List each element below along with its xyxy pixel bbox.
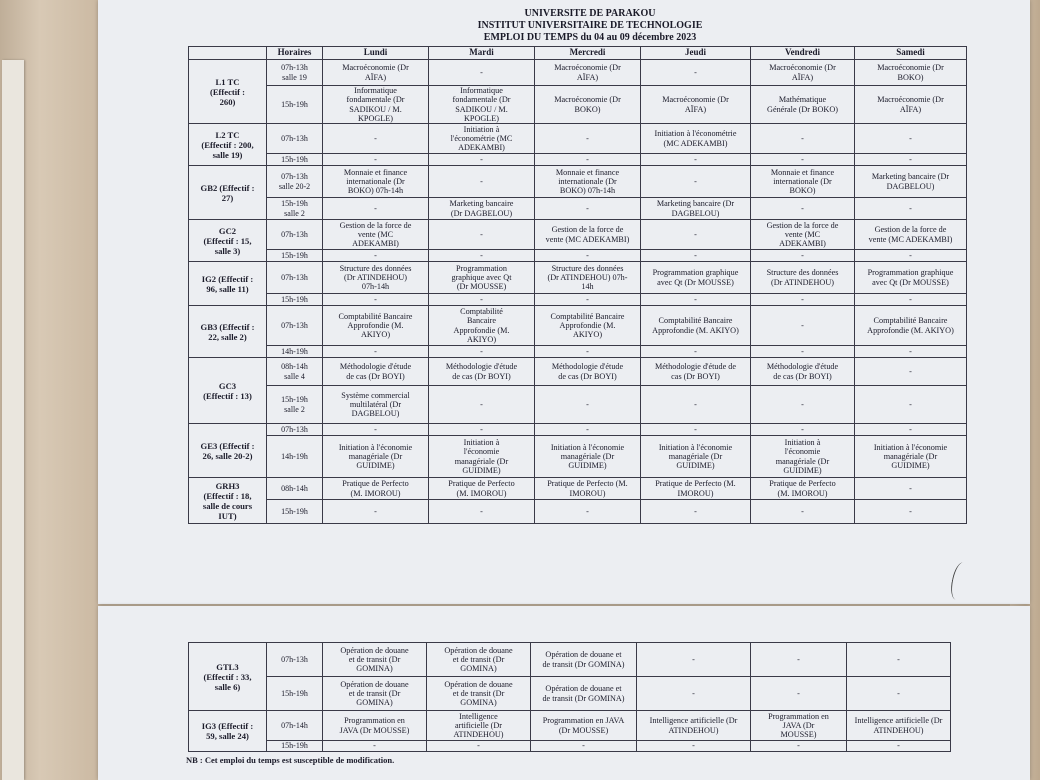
course-cell: Opération de douane et de transit (Dr GOMINA)	[531, 677, 637, 711]
course-cell: Pratique de Perfecto (M. IMOROU)	[323, 478, 429, 500]
course-cell: -	[855, 294, 967, 306]
timetable-row	[189, 250, 967, 262]
timetable-row	[189, 294, 967, 306]
course-cell: Programmation en JAVA (Dr MOUSSE)	[531, 711, 637, 741]
course-cell: Monnaie et finance internationale (Dr BOKO)	[751, 166, 855, 198]
time-slot-cell: 15h-19h	[267, 294, 323, 306]
class-group-cell: IG2 (Effectif : 96, salle 11)	[189, 262, 267, 306]
course-cell: -	[637, 677, 751, 711]
course-cell: Marketing bancaire (Dr DAGBELOU)	[429, 198, 535, 220]
time-slot-cell: 08h-14h	[267, 478, 323, 500]
course-cell: -	[751, 198, 855, 220]
course-cell: Pratique de Perfecto (M. IMOROU)	[429, 478, 535, 500]
time-slot-cell: 07h-13h	[267, 306, 323, 346]
timetable-row	[189, 166, 967, 198]
class-group-cell: L1 TC (Effectif : 260)	[189, 60, 267, 124]
course-cell: -	[751, 294, 855, 306]
course-cell: Méthodologie d'étude de cas (Dr BOYI)	[535, 358, 641, 386]
timetable-row	[189, 346, 967, 358]
course-cell: Structure des données (Dr ATINDEHOU) 07h- 14h	[535, 262, 641, 294]
timetable-row	[189, 124, 967, 154]
course-cell: -	[535, 154, 641, 166]
course-cell: Gestion de la force de vente (MC ADEKAMBI)	[535, 220, 641, 250]
timetable-continuation-body	[189, 643, 951, 752]
course-cell: -	[641, 166, 751, 198]
timetable-row	[189, 358, 967, 386]
time-slot-cell: 15h-19h salle 2	[267, 198, 323, 220]
course-cell: -	[855, 358, 967, 386]
course-cell: -	[429, 220, 535, 250]
course-cell: -	[429, 60, 535, 86]
course-cell: -	[323, 124, 429, 154]
timetable-row	[189, 60, 967, 86]
course-cell: Opération de douane et de transit (Dr GOMINA)	[427, 677, 531, 711]
time-slot-cell: 15h-19h	[267, 741, 323, 752]
course-cell: Comptabilité Bancaire Approfondie (M. AKIYO)	[641, 306, 751, 346]
course-cell: -	[429, 424, 535, 436]
time-slot-cell: 15h-19h	[267, 250, 323, 262]
time-slot-cell: 15h-19h	[267, 86, 323, 124]
timetable-row	[189, 741, 951, 752]
course-cell: -	[855, 424, 967, 436]
course-cell: -	[429, 166, 535, 198]
course-cell: -	[637, 741, 751, 752]
course-cell: -	[751, 124, 855, 154]
course-cell: Initiation à l'économie managériale (Dr GUIDIME)	[751, 436, 855, 478]
course-cell: -	[323, 154, 429, 166]
course-cell: Initiation à l'économie managériale (Dr GUIDIME)	[855, 436, 967, 478]
course-cell: -	[751, 346, 855, 358]
course-cell: -	[751, 677, 847, 711]
class-column-header	[189, 47, 267, 60]
mercredi-column-header: Mercredi	[535, 47, 641, 60]
course-cell: Intelligence artificielle (Dr ATINDEHOU)	[637, 711, 751, 741]
course-cell: -	[641, 60, 751, 86]
course-cell: Programmation graphique avec Qt (Dr MOUSSE)	[429, 262, 535, 294]
course-cell: -	[751, 500, 855, 524]
course-cell: -	[855, 250, 967, 262]
course-cell: -	[855, 124, 967, 154]
course-cell: -	[641, 250, 751, 262]
timetable-main	[188, 46, 967, 524]
course-cell: Macroéconomie (Dr AÏFA)	[855, 86, 967, 124]
time-slot-cell: 07h-13h	[267, 124, 323, 154]
course-cell: Opération de douane et de transit (Dr GOMINA)	[531, 643, 637, 677]
course-cell: Comptabilité Bancaire Approfondie (M. AKIYO)	[535, 306, 641, 346]
course-cell: -	[855, 154, 967, 166]
time-slot-cell: 07h-13h salle 20-2	[267, 166, 323, 198]
course-cell: -	[535, 424, 641, 436]
timetable-row	[189, 86, 967, 124]
course-cell: -	[535, 124, 641, 154]
course-cell: Initiation à l'économie managériale (Dr GUIDIME)	[535, 436, 641, 478]
course-cell: -	[641, 294, 751, 306]
class-group-cell: GTL3 (Effectif : 33, salle 6)	[189, 643, 267, 711]
course-cell: -	[641, 220, 751, 250]
course-cell: Macroéconomie (Dr AÏFA)	[323, 60, 429, 86]
course-cell: Marketing bancaire (Dr DAGBELOU)	[855, 166, 967, 198]
timetable-continuation	[188, 642, 951, 752]
class-group-cell: GB2 (Effectif : 27)	[189, 166, 267, 220]
course-cell: -	[855, 478, 967, 500]
course-cell: Opération de douane et de transit (Dr GOMINA)	[323, 643, 427, 677]
course-cell: Méthodologie d'étude de cas (Dr BOYI)	[429, 358, 535, 386]
course-cell: -	[535, 386, 641, 424]
course-cell: Programmation en JAVA (Dr MOUSSE)	[751, 711, 847, 741]
course-cell: -	[847, 643, 951, 677]
course-cell: Intelligence artificielle (Dr ATINDEHOU)	[847, 711, 951, 741]
class-group-cell: IG3 (Effectif : 59, salle 24)	[189, 711, 267, 752]
time-slot-cell: 07h-13h	[267, 643, 323, 677]
course-cell: -	[323, 346, 429, 358]
course-cell: -	[323, 250, 429, 262]
class-group-cell: GC2 (Effectif : 15, salle 3)	[189, 220, 267, 262]
course-cell: Structure des données (Dr ATINDEHOU) 07h-14h	[323, 262, 429, 294]
time-slot-cell: 15h-19h	[267, 677, 323, 711]
course-cell: -	[323, 294, 429, 306]
course-cell: -	[429, 346, 535, 358]
vendredi-column-header: Vendredi	[751, 47, 855, 60]
course-cell: -	[751, 643, 847, 677]
course-cell: Programmation graphique avec Qt (Dr MOUSSE)	[855, 262, 967, 294]
course-cell: Programmation en JAVA (Dr MOUSSE)	[323, 711, 427, 741]
timetable-row	[189, 386, 967, 424]
course-cell: Initiation à l'économie managériale (Dr GUIDIME)	[323, 436, 429, 478]
course-cell: -	[531, 741, 637, 752]
course-cell: Initiation à l'économétrie (MC ADEKAMBI)	[641, 124, 751, 154]
course-cell: Comptabilité Bancaire Approfondie (M. AKIYO)	[429, 306, 535, 346]
course-cell: -	[641, 500, 751, 524]
lundi-column-header: Lundi	[323, 47, 429, 60]
course-cell: -	[751, 250, 855, 262]
timetable-row	[189, 262, 967, 294]
course-cell: -	[535, 198, 641, 220]
timetable-row	[189, 677, 951, 711]
course-cell: Pratique de Perfecto (M. IMOROU)	[641, 478, 751, 500]
timetable-row	[189, 500, 967, 524]
time-slot-cell: 15h-19h	[267, 500, 323, 524]
time-slot-cell: 08h-14h salle 4	[267, 358, 323, 386]
university-name: UNIVERSITE DE PARAKOU	[524, 8, 656, 19]
course-cell: Programmation graphique avec Qt (Dr MOUSSE)	[641, 262, 751, 294]
course-cell: Intelligence artificielle (Dr ATINDEHOU)	[427, 711, 531, 741]
modification-note: NB : Cet emploi du temps est susceptible de modification.	[186, 755, 395, 765]
timetable-row	[189, 643, 951, 677]
time-slot-cell: 15h-19h salle 2	[267, 386, 323, 424]
course-cell: -	[751, 424, 855, 436]
course-cell: -	[751, 306, 855, 346]
document-heading	[330, 8, 850, 44]
course-cell: -	[855, 346, 967, 358]
jeudi-column-header: Jeudi	[641, 47, 751, 60]
course-cell: Mathématique Générale (Dr BOKO)	[751, 86, 855, 124]
course-cell: -	[535, 500, 641, 524]
course-cell: -	[847, 677, 951, 711]
course-cell: Gestion de la force de vente (MC ADEKAMBI)	[855, 220, 967, 250]
timetable-row	[189, 436, 967, 478]
course-cell: Informatique fondamentale (Dr SADIKOU / M. KPOGLE)	[323, 86, 429, 124]
time-slot-cell: 07h-13h salle 19	[267, 60, 323, 86]
course-cell: -	[847, 741, 951, 752]
course-cell: Marketing bancaire (Dr DAGBELOU)	[641, 198, 751, 220]
time-slot-cell: 07h-13h	[267, 424, 323, 436]
timetable-title: EMPLOI DU TEMPS du 04 au 09 décembre 2023	[483, 32, 697, 43]
course-cell: Opération de douane et de transit (Dr GOMINA)	[323, 677, 427, 711]
course-cell: Macroéconomie (Dr AÏFA)	[535, 60, 641, 86]
course-cell: Opération de douane et de transit (Dr GOMINA)	[427, 643, 531, 677]
course-cell: Monnaie et finance internationale (Dr BOKO) 07h-14h	[323, 166, 429, 198]
timetable-row	[189, 424, 967, 436]
time-slot-cell: 14h-19h	[267, 346, 323, 358]
course-cell: -	[641, 154, 751, 166]
course-cell: Système commercial multilatéral (Dr DAGBELOU)	[323, 386, 429, 424]
class-group-cell: GRH3 (Effectif : 18, salle de cours IUT)	[189, 478, 267, 524]
course-cell: Initiation à l'économie managériale (Dr GUIDIME)	[641, 436, 751, 478]
timetable-row	[189, 198, 967, 220]
horaires-column-header: Horaires	[267, 47, 323, 60]
course-cell: -	[641, 386, 751, 424]
course-cell: -	[637, 643, 751, 677]
timetable-body	[189, 60, 967, 524]
course-cell: Gestion de la force de vente (MC ADEKAMBI)	[751, 220, 855, 250]
course-cell: -	[751, 386, 855, 424]
course-cell: Pratique de Perfecto (M. IMOROU)	[535, 478, 641, 500]
course-cell: -	[427, 741, 531, 752]
class-group-cell: GE3 (Effectif : 26, salle 20-2)	[189, 424, 267, 478]
institute-name: INSTITUT UNIVERSITAIRE DE TECHNOLOGIE	[477, 20, 703, 31]
class-group-cell: GC3 (Effectif : 13)	[189, 358, 267, 424]
samedi-column-header: Samedi	[855, 47, 967, 60]
course-cell: -	[429, 154, 535, 166]
course-cell: Initiation à l'économie managériale (Dr GUIDIME)	[429, 436, 535, 478]
course-cell: -	[323, 424, 429, 436]
course-cell: -	[535, 250, 641, 262]
course-cell: Méthodologie d'étude de cas (Dr BOYI)	[641, 358, 751, 386]
course-cell: Macroéconomie (Dr BOKO)	[535, 86, 641, 124]
course-cell: -	[323, 741, 427, 752]
course-cell: -	[641, 346, 751, 358]
course-cell: Monnaie et finance internationale (Dr BOKO) 07h-14h	[535, 166, 641, 198]
mardi-column-header: Mardi	[429, 47, 535, 60]
course-cell: -	[855, 198, 967, 220]
course-cell: -	[429, 386, 535, 424]
time-slot-cell: 15h-19h	[267, 154, 323, 166]
timetable-header-row	[189, 47, 967, 60]
course-cell: -	[429, 500, 535, 524]
time-slot-cell: 07h-14h	[267, 711, 323, 741]
course-cell: Comptabilité Bancaire Approfondie (M. AKIYO)	[855, 306, 967, 346]
course-cell: Macroéconomie (Dr AÏFA)	[751, 60, 855, 86]
course-cell: -	[855, 386, 967, 424]
course-cell: -	[323, 500, 429, 524]
course-cell: -	[535, 294, 641, 306]
course-cell: Méthodologie d'étude de cas (Dr BOYI)	[751, 358, 855, 386]
course-cell: -	[429, 294, 535, 306]
course-cell: -	[641, 424, 751, 436]
course-cell: -	[855, 500, 967, 524]
timetable-row	[189, 478, 967, 500]
time-slot-cell: 07h-13h	[267, 262, 323, 294]
time-slot-cell: 14h-19h	[267, 436, 323, 478]
time-slot-cell: 07h-13h	[267, 220, 323, 250]
course-cell: Comptabilité Bancaire Approfondie (M. AKIYO)	[323, 306, 429, 346]
course-cell: Initiation à l'économétrie (MC ADEKAMBI)	[429, 124, 535, 154]
course-cell: Méthodologie d'étude de cas (Dr BOYI)	[323, 358, 429, 386]
class-group-cell: L2 TC (Effectif : 200, salle 19)	[189, 124, 267, 166]
course-cell: -	[429, 250, 535, 262]
course-cell: -	[323, 198, 429, 220]
course-cell: -	[535, 346, 641, 358]
timetable-row	[189, 220, 967, 250]
timetable-row	[189, 711, 951, 741]
timetable-row	[189, 306, 967, 346]
course-cell: Gestion de la force de vente (MC ADEKAMBI)	[323, 220, 429, 250]
course-cell: -	[751, 741, 847, 752]
course-cell: Macroéconomie (Dr AÏFA)	[641, 86, 751, 124]
timetable-row	[189, 154, 967, 166]
course-cell: Informatique fondamentale (Dr SADIKOU / M. KPOGLE)	[429, 86, 535, 124]
adjacent-paper-edge	[2, 60, 24, 780]
class-group-cell: GB3 (Effectif : 22, salle 2)	[189, 306, 267, 358]
course-cell: Structure des données (Dr ATINDEHOU)	[751, 262, 855, 294]
course-cell: Pratique de Perfecto (M. IMOROU)	[751, 478, 855, 500]
course-cell: -	[751, 154, 855, 166]
course-cell: Macroéconomie (Dr BOKO)	[855, 60, 967, 86]
